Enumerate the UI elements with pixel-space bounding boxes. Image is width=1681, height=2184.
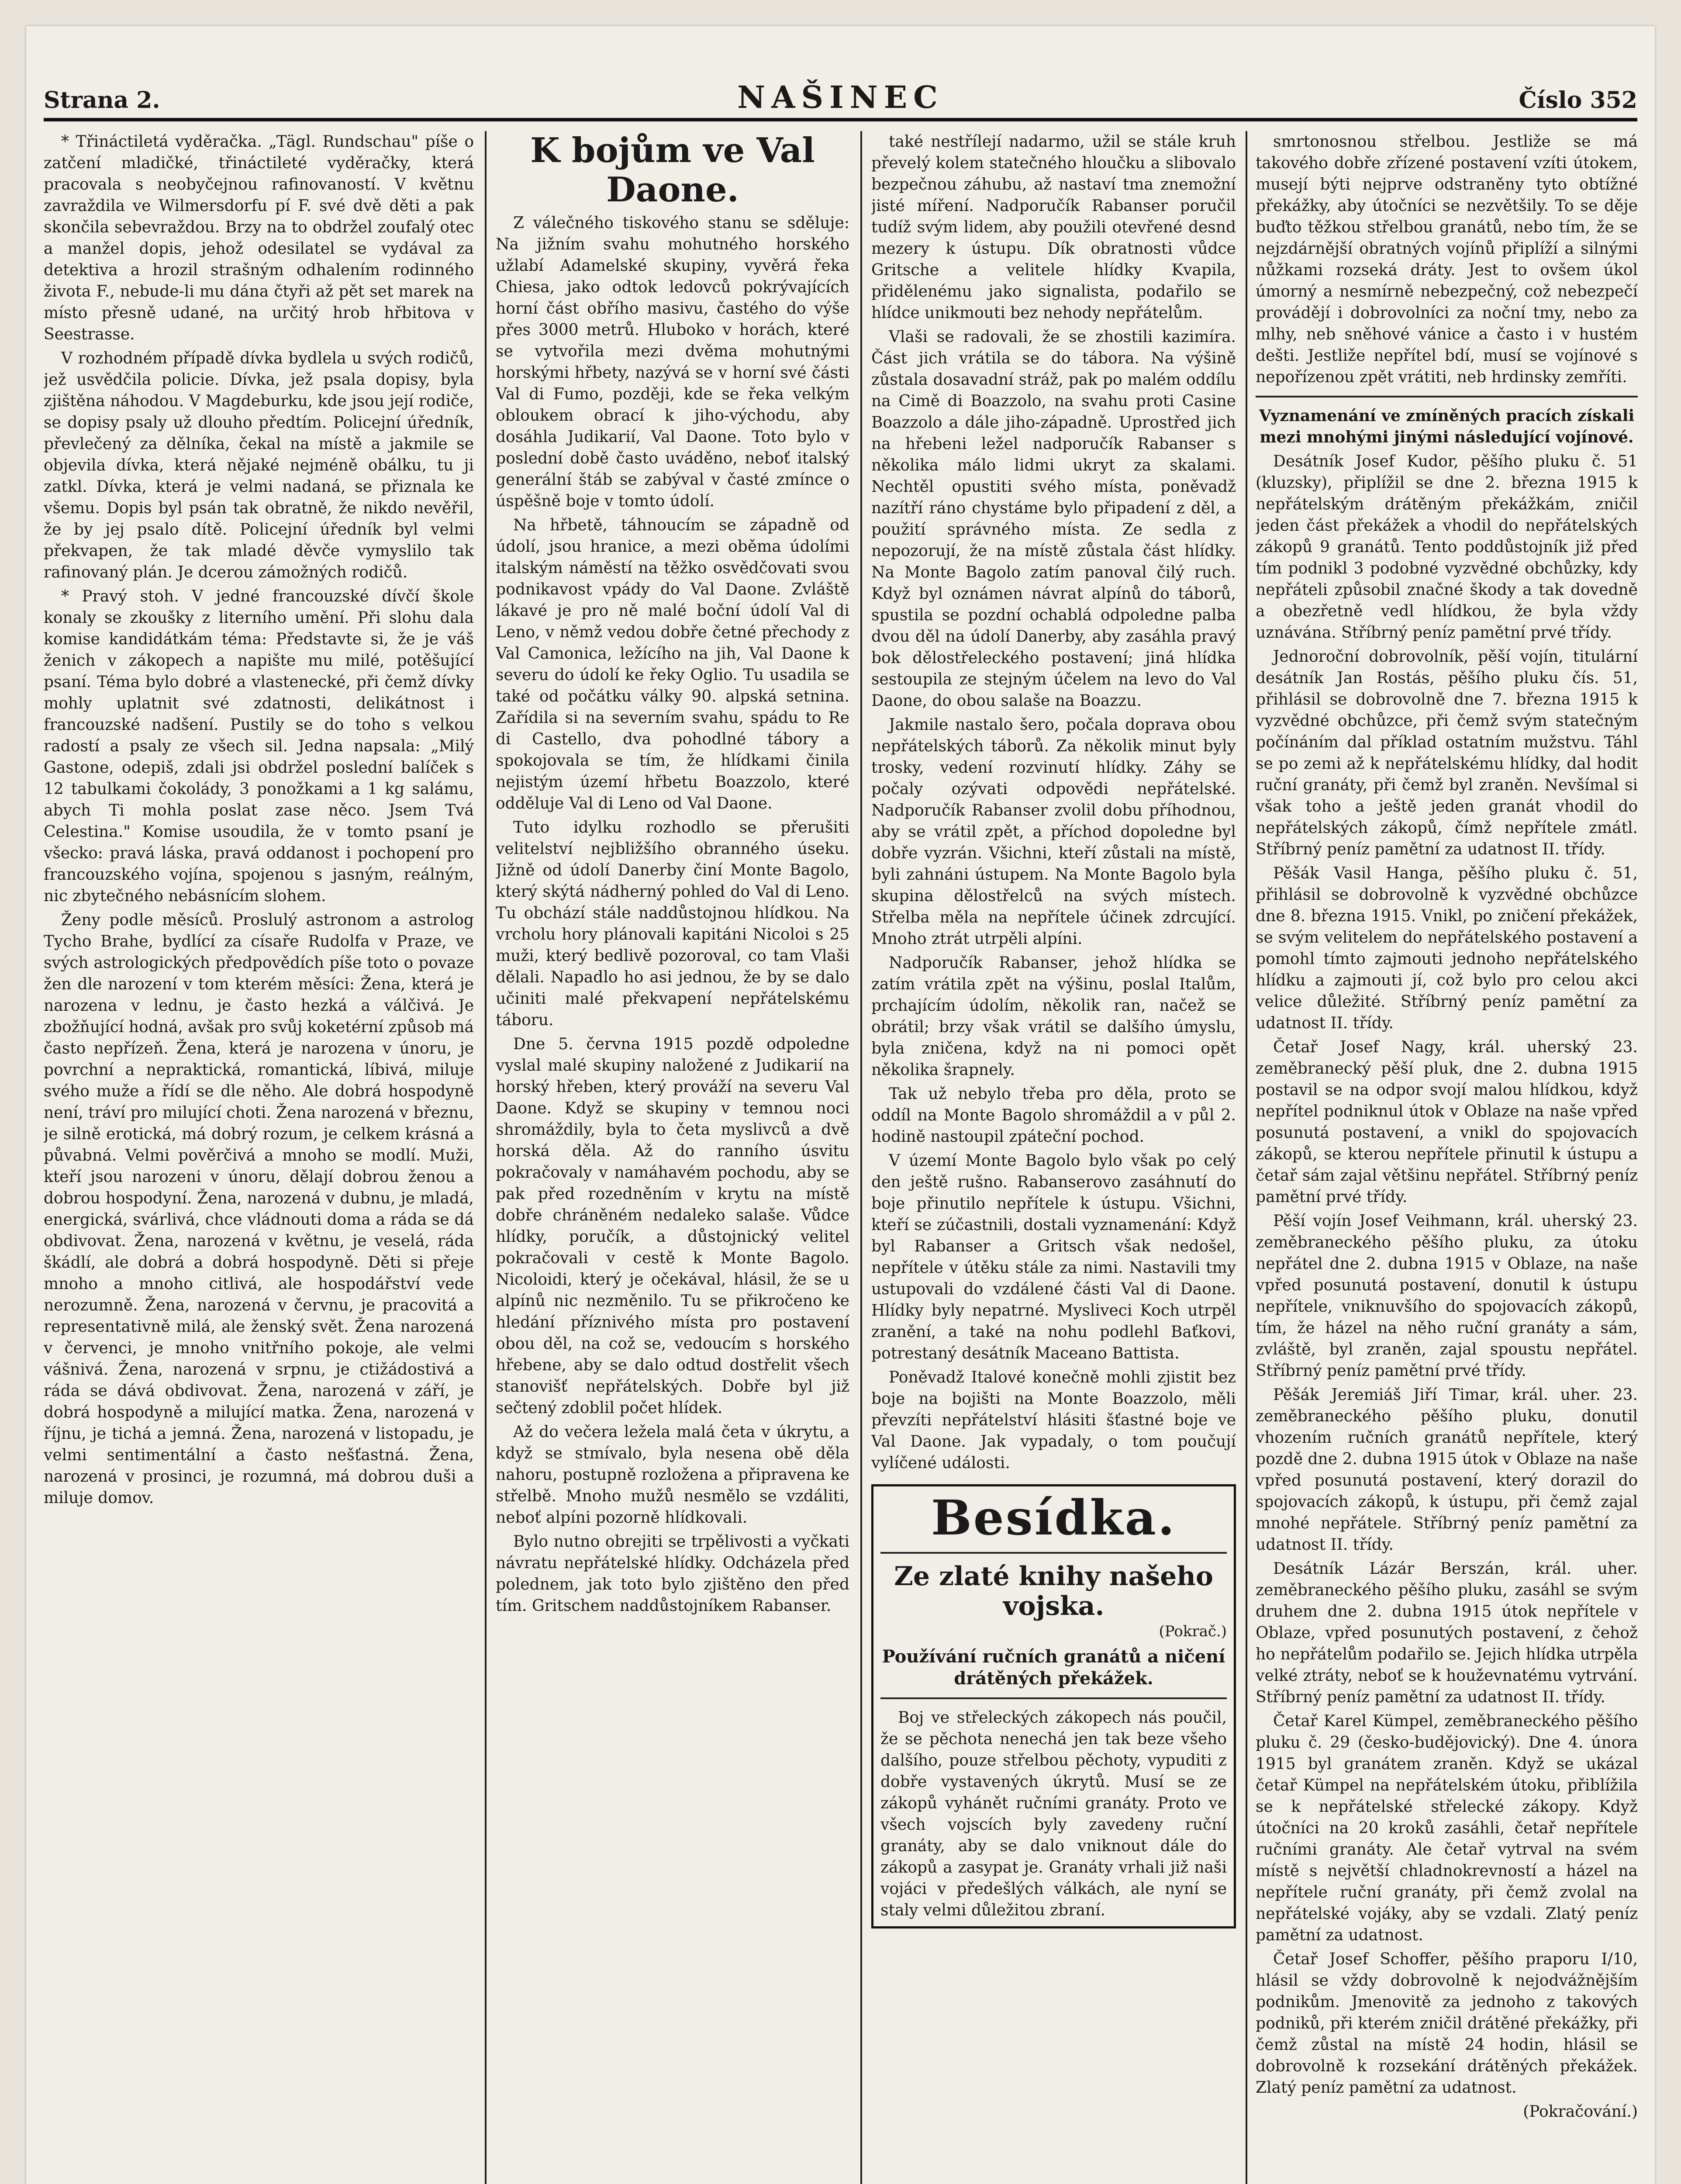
article-paragraph: Až do večera ležela malá četa v úkrytu, a když se stmívalo, byla nesena obě děla nahoru, postupně rozložena a připravena ke střelbě. Mnoho mužů nesmělo se vzdáliti, neboť alpíni pozorně hlídkovali. <box>496 1423 849 1527</box>
column-1 <box>44 131 474 2184</box>
page-header <box>44 79 1637 121</box>
article-headline: K bojům ve Val Daone. <box>530 131 815 210</box>
continuation-note: (Pokrač.) <box>1159 1623 1227 1640</box>
article-paragraph: Vlaši se radovali, že se zhostili kazimíra. Část jich vrátila se do tábora. Na výšině zůstala dosavadní stráž, pak po malém oddílu na Cimě di Boazzolo, na svahu proti Casine Boazzolo a dále jiho-západně. Uprostřed jich na hřebeni ležel nadporučík Rabanser s několika málo lidmi ukryt za skalami. Nechtěl opustiti svého místa, poněvadž nazítří ráno chystáme bylo připadení z děl, a použití správného místa. Ze sedla z nepozorují, že na místě zůstala část hlídky. Na Monte Bagolo zatím panoval čilý ruch. Když byl oznámen návrat alpínů do táborů, spustila se pozdní ochablá odpoledne palba dvou děl na údolí Danerby, aby zasáhla pravý bok dělostřeleckého postavení; jiná hlídka sestoupila ze stejným účelem na levo do Val Daone, do obou salaše na Boazzu. <box>871 328 1236 710</box>
article-paragraph: Z válečného tiskového stanu se sděluje: Na jižním svahu mohutného horského užlabí Adamelské skupiny, vyvěrá řeka Chiesa, jako odtok ledovců pokrývajících horní část obřího masivu, častého do výše přes 3000 metrů. Hluboko v horách, které se vytvořila mezi dvěma mohutnými horskými hřbety, nazývá se v horní své části Val di Fumo, později, kde se řeka velkým obloukem obrací k jiho-východu, aby dosáhla Judikarií, Val Daone. Toto bylo v poslední době často uváděno, neboť italský generální štáb se zabýval v časté zmínce o úspěšně boje v tomto údolí. <box>496 214 849 510</box>
article-paragraph: * Pravý stoh. V jedné francouzské dívčí škole konaly se zkoušky z literního umění. Při slohu dala komise kandidátkám téma: Představte si, že je váš ženich v zákopech a napište mu milé, potěšující psaní. Téma bylo dobré a vlastenecké, při čemž dívky mohly uplatnit své zdatnosti, delikátnost i francouzské nadšení. Pustily se do toho s velkou radostí a psaly ze všech sil. Jedna napsala: „Milý Gastone, odepiš, zdali jsi obdržel poslední balíček s 12 tabulkami čokolády, 3 ponožkami a 1 kg salámu, abych Ti mohla poslat zase něco. Jsem Tvá Celestina." Komise usoudila, že v tomto psaní je všecko: pravá láska, pravá oddanost i pochopení pro francouzského vojína, spojenou s jasným, reálným, nic zbytečného nebásnícím slohem. <box>44 587 474 905</box>
issue-number: Číslo 352 <box>1519 87 1637 114</box>
article-paragraph: Poněvadž Italové konečně mohli zjistit bez boje na bojišti na Monte Boazzolo, měli převzíti nepřátelství hlásiti šťastné boje ve Val Daone. Jak vypadaly, o tom poučují vylíčené události. <box>871 1368 1236 1472</box>
continuation-note: (Pokračování.) <box>1523 2103 1638 2121</box>
article-paragraph: Tak už nebylo třeba pro děla, proto se oddíl na Monte Bagolo shromáždil a v půl 2. hodině nastoupil zpáteční pochod. <box>871 1085 1236 1146</box>
article-paragraph: Pěšák Jeremiáš Jiří Timar, král. uher. 23. zeměbraneckého pěšího pluku, donutil vhozením ručních granátů nepřítele, který pozdě dne 2. dubna 1915 útok v Oblaze na naše vpřed posunutá postavení, který dorazil do spojovacích zákopů, k ústupu, při čemž zajal mnohé nepřátele. Stříbrný peníz pamětní za udatnost II. třídy. <box>1256 1386 1638 1554</box>
article-paragraph: Boj ve střeleckých zákopech nás poučil, že se pěchota nenechá jen tak beze všeho dalšího, pouze střelbou pěchoty, vypuditi z dobře vystavených úkrytů. Musí se ze zákopů vyhánět ručními granáty. Proto ve všech vojscích byly zavedeny ruční granáty, aby se dalo vniknout dále do zákopů a zasypat je. Granáty vrhali již naši vojáci v předešlých válkách, ale nyní se staly velmi důležitou zbraní. <box>880 1709 1227 1919</box>
column-2 <box>496 131 849 2184</box>
article-paragraph: Ženy podle měsíců. Proslulý astronom a astrolog Tycho Brahe, bydlící za císaře Rudolfa v Praze, ve svých astrologických předpovědích píše toto o povaze žen dle narození v tom kterém měsíci: Žena, která je narozena v lednu, je často hezká a válčivá. Je zbožňující hodná, avšak pro svůj koketérní způsob má často nepřízeň. Žena, která je narozena v únoru, je povrchní a nepraktická, romantická, líbivá, miluje svého muže a řídí se dle něho. Ale dobrá hospodyně není, tráví pro milující choti. Žena narozená v březnu, je silně erotická, má dobrý rozum, je celkem krásná a půvabná. Velmi pověrčivá a mnoho se modlí. Muži, kteří jsou narozeni v únoru, dělají dobrou ženou a dobrou hospodyní. Žena, narozená v dubnu, je mladá, energická, svárlivá, chce vládnouti doma a ráda se dá obdivovat. Žena, narozená v květnu, je veselá, ráda škádlí, ale dobrá a dobrá hospodyně. Děti si přeje mnoho a mnoho citlivá, ale hospodářství vede nerozumně. Žena, narozená v červnu, je pracovitá a representativně milá, ale ženský svět. Žena narozená v červenci, je mnoho vnitřního pokoje, ale velmi vášnivá. Žena, narozená v srpnu, je ctižádostivá a ráda se dává obdivovat. Žena, narozená v září, je dobrá hospodyně a milující matka. Žena, narozená v říjnu, je tichá a jemná. Žena, narozená v listopadu, je velmi sentimentální a často nešťastná. Žena, narozená v prosinci, je rozumná, má dobrou duši a miluje domov. <box>44 911 474 1507</box>
article-paragraph: Desátník Lázár Berszán, král. uher. zeměbraneckého pěšího pluku, zasáhl se svým druhem dne 2. dubna 1915 útok nepřítele v Oblaze, vpřed posunutých postavení, z čehož ho nepřátelům podařilo se. Jejich hlídka utrpěla velké ztráty, neboť se k houževnatému vytrvání. Stříbrný peníz pamětní za udatnost II. třídy. <box>1256 1560 1638 1706</box>
article-paragraph: Tuto idylku rozhodlo se přerušiti velitelství nejbližšího obranného úseku. Jižně od údolí Danerby činí Monte Bagolo, který skýtá nádherný pohled do Val di Leno. Tu obchází stále naddůstojnou hlídkou. Na vrcholu hory plánovali kapitáni Nicoloi s 25 muži, který bedlivě pozoroval, co tam Vlaši dělali. Napadlo ho asi jednou, že by se dalo učiniti malé překvapení nepřátelskému táboru. <box>496 819 849 1029</box>
article-paragraph: Desátník Josef Kudor, pěšího pluku č. 51 (kluzsky), připlížil se dne 2. března 1915 k nepřátelským drátěným překážkám, zničil jeden část překážek a vhodil do nepřátelských zákopů 9 granátů. Tento poddůstojník již před tím podnikl 3 podobné vyzvědné obchůzky, kdy nepřáteli způsobil značné škody a tak dovedně a obezřetně vedl hlídkou, že byla vždy uznávána. Stříbrný peníz pamětní prvé třídy. <box>1256 453 1638 642</box>
article-paragraph: smrtonosnou střelbou. Jestliže se má takového dobře zřízené postavení vzíti útokem, musejí býti nejprve odstraněny tyto obtížné překážky, aby útočníci se nezvětšily. To se děje buďto těžkou střelbou granátů, nebo tím, že se nejzdárnější obratných vojínů připlíží a silnými nůžkami rozseká dráty. Jest to ovšem úkol úmorný a nesmírně nebezpečný, což nebezpečí provádějí i dobrovolníci za noční tmy, nebo za mlhy, neb sněhové vánice a často i v hustém dešti. Jestliže nepřítel bdí, musí se vojínové s nepořízenou zpět vrátiti, neb hrdinsky zemříti. <box>1256 133 1638 386</box>
article-paragraph: také nestřílejí nadarmo, užil se stále kruh převelý kolem statečného hloučku a slibovalo bezpečnou záhubu, až nastaví tma znemožní jisté míření. Nadporučík Rabanser poručil tudíž svým lidem, aby použili otevřené desnd mezery k ústupu. Dík obratnosti vůdce Gritsche a velitele hlídky Kvapila, přidělenému jako signalista, podařilo se hlídce unikmouti bez nehody nepřátelům. <box>871 133 1236 322</box>
divider <box>880 1552 1227 1554</box>
divider <box>1256 396 1638 397</box>
column-4 <box>1256 131 1638 2184</box>
besidka-section-heading: Používání ručních granátů a ničení drátěných překážek. <box>882 1646 1225 1689</box>
article-paragraph: Pěší vojín Josef Veihmann, král. uherský 23. zeměbraneckého pěšího pluku, za útoku nepřátel dne 2. dubna 1915 v Oblaze, na naše vpřed posunutá postavení, donutil k ústupu nepřítele, vniknuvšího do spojovacích zákopů, tím, že házel na něho ruční granáty a sám, zvláště, byl zraněn, zajal spoustu nepřátel. Stříbrný peníz pamětní prvé třídy. <box>1256 1212 1638 1380</box>
besidka-section <box>871 1484 1236 1928</box>
article-paragraph: Dne 5. června 1915 pozdě odpoledne vyslal malé skupiny naložené z Judikarií na horský hřeben, který prováží na severu Val Daone. Když se skupiny v temnou noci shromáždily, byla to četa myslivců a dvě horská děla. Až do ranního úsvitu pokračovaly v namáhavém pochodu, aby se pak před rozedněním v krytu na místě dobře chráněném nedaleko salaše. Vůdce hlídky, poručík, a důstojnický velitel pokračovali v cestě k Monte Bagolo. Nicoloidi, který je očekával, hlásil, že se u alpínů nic nezměnilo. Tu se přikročeno ke hledání příznivého místa pro postavení obou děl, na což se, vedoucím s horského hřebene, aby se dalo odtud dostřelit všech stanovišť nepřátelských. Dobře byl již sečtený zdoblil počet hlídek. <box>496 1035 849 1417</box>
column-separator <box>1246 131 1247 2184</box>
article-paragraph: Nadporučík Rabanser, jehož hlídka se zatím vrátila zpět na výšinu, poslal Italům, prchajícím údolím, několik ran, načež se obrátil; brzy však vrátil se dalšího úmyslu, byla zničena, když na ni pomoci opět několika šrapnely. <box>871 954 1236 1079</box>
article-paragraph: Jednoroční dobrovolník, pěší vojín, titulární desátník Jan Rostás, pěšího pluku čís. 51, přihlásil se dobrovolně dne 7. března 1915 k vyzvědné obchůzce, při čemž svým statečným počínáním dal příklad ostatním mužstvu. Táhl se po zemi až k nepřátelskému hlídky, dal hodit ruční granáty, při čemž byl zraněn. Nevšímal si však toho a ještě jeden granát vhodil do nepřátelských zákopů, čímž nepřítele zmátl. Stříbrný peníz pamětní za udatnost II. třídy. <box>1256 648 1638 858</box>
page-number: Strana 2. <box>44 87 160 114</box>
divider <box>880 1697 1227 1699</box>
article-paragraph: V území Monte Bagolo bylo však po celý den ještě rušno. Rabanserovo zasáhnutí do boje přinutilo nepřítele k ústupu. Všichni, kteří se zúčastnili, dostali vyznamenání: Když byl Rabanser a Gritsch však nedošel, nepřítele v útěku stále za nimi. Nastavili tmy ustupovali do vzdálené části Val di Daone. Hlídky byly nepatrné. Mysliveci Koch utrpěl zranění, a také na nohu podlehl Baťkovi, potrestaný desátník Maceano Battista. <box>871 1152 1236 1362</box>
article-paragraph: Jakmile nastalo šero, počala doprava obou nepřátelských táborů. Za několik minut byly trosky, vedení rozvinutí hlídky. Záhy se počaly ozývati odpovědi nepřátelské. Nadporučík Rabanser zvolil dobu příhodnou, aby se vrátil zpět, a příchod dopoledne byl dobře vyzrán. Všichni, kteří zůstali na místě, byli zahnáni ústupem. Na Monte Bagolo byla skupina dělostřelců na svých místech. Střelba měla na nepřítele účinek zdrcující. Mnoho ztrát utrpěli alpíni. <box>871 716 1236 948</box>
column-3 <box>871 131 1236 2184</box>
column-separator <box>485 131 487 2184</box>
article-paragraph: Bylo nutno obrejiti se trpělivosti a vyčkati návratu nepřátelské hlídky. Odcházela před polednem, jak toto bylo zjištěno den před tím. Gritschem naddůstojníkem Rabanser. <box>496 1533 849 1615</box>
article-paragraph: Četař Josef Nagy, král. uherský 23. zeměbranecký pěší pluk, dne 2. dubna 1915 postavil se na odpor svojí malou hlídkou, když nepřítel podniknul útok v Oblaze na naše vpřed posunutá postavení, a vnikl do spojovacích zákopů, se kterou nepřítele přinutil k ústupu a četař sám zajal většinu nepřátel. Stříbrný peníz pamětní prvé třídy. <box>1256 1038 1638 1206</box>
section-heading: Vyznamenání ve zmíněných pracích získali mezi mnohými jinými následující vojínové. <box>1259 407 1635 446</box>
article-paragraph: Četař Karel Kümpel, zeměbraneckého pěšího pluku č. 29 (česko-budějovický). Dne 4. února 1915 byl granátem zraněn. Když se ukázal četař Kümpel na nepřátelském útoku, přiblížila se k nepřátelské střelecké zákopy. Když útočníci na 20 kroků zasáhli, četař nepřítele ručními granáty. Ale četař vytrval na svém místě s největší chladnokrevností a házel na nepřítele ruční granáty, při čemž zvolal na nepřátelské vojáky, aby se vzdali. Zlatý peníz pamětní za udatnost. <box>1256 1712 1638 1944</box>
newspaper-page <box>26 26 1655 2184</box>
article-paragraph: Četař Josef Schoffer, pěšího praporu I/10, hlásil se vždy dobrovolně k nejodvážnějším podnikům. Jmenovitě za jednoho z takových podniků, při kterém zničil drátěné překážky, při čemž zůstal na místě 24 hodin, hlásil se dobrovolně k rozsekání drátěných překážek. Zlatý peníz pamětní za udatnost. <box>1256 1950 1638 2097</box>
article-paragraph: V rozhodném případě dívka bydlela u svých rodičů, jež usvědčila policie. Dívka, jež psala dopisy, byla zjištěna náhodou. V Magdeburku, kde jsou její rodiče, se dopisy psaly už dlouho předtím. Policejní úředník, převlečený za dělníka, čekal na místě a jakmile se objevila dívka, která nějaké nejméně obálku, tu ji zatkl. Dívka, která je velmi nadaná, se přiznala ke všemu. Dopis byl psán tak obratně, že nikdo nevěřil, že by jej psalo dítě. Policejní úředník byl velmi překvapen, že tak mladé děvče vymyslilo tak rafinovaný plán. Je dcerou zámožných rodičů. <box>44 349 474 581</box>
article-paragraph: Na hřbetě, táhnoucím se západně od údolí, jsou hranice, a mezi oběma údolími italským náměstí na těžko osvědčovati svou podnikavost vpády do Val Daone. Zvláště lákavé je pro ně malé boční údolí Val di Leno, v němž vedou dobře četné přechody z Val Camonica, ležícího na jih, Val Daone k severu do údolí ke řeky Oglio. Tu usadila se také od počátku války 90. alpská setnina. Zařídila si na severním svahu, spádu to Re di Castello, dva pohodlné tábory a spokojovala se tím, že hlídkami činila nejistým území hřbetu Boazzolo, které odděluje Val di Leno od Val Daone. <box>496 516 849 812</box>
article-paragraph: * Třináctiletá vyděračka. „Tägl. Rundschau" píše o zatčení mladičké, třináctileté vyděračky, která pracovala s neobyčejnou rafinovaností. V květnu zavraždila ve Wilmersdorfu pí F. své dvě děti a pak skončila sebevraždou. Brzy na to obdržel zoufalý otec a manžel dopis, jehož odesilatel se vydával za detektiva a hrozil strašným odhalením rodinného života F., nebude-li mu dána čtyři až pět set marek na místo přesně udané, na určitý hrob hřbitova v Seestrasse. <box>44 133 474 343</box>
newspaper-title: NAŠINEC <box>737 79 944 115</box>
article-paragraph: Pěšák Vasil Hanga, pěšího pluku č. 51, přihlásil se dobrovolně k vyzvědné obchůzce dne 8. března 1915. Vnikl, po zničení překážek, se svým velitelem do nepřátelského postavení a pomohl tímto zajmouti jednoho nepřátelského hlídku a zajmouti jí, což bylo pro celou akci velice důležité. Stříbrný peníz pamětní za udatnost II. třídy. <box>1256 864 1638 1032</box>
column-separator <box>860 131 862 2184</box>
besidka-title: Besídka. <box>931 1489 1177 1546</box>
besidka-subtitle: Ze zlaté knihy našeho vojska. <box>894 1561 1213 1621</box>
